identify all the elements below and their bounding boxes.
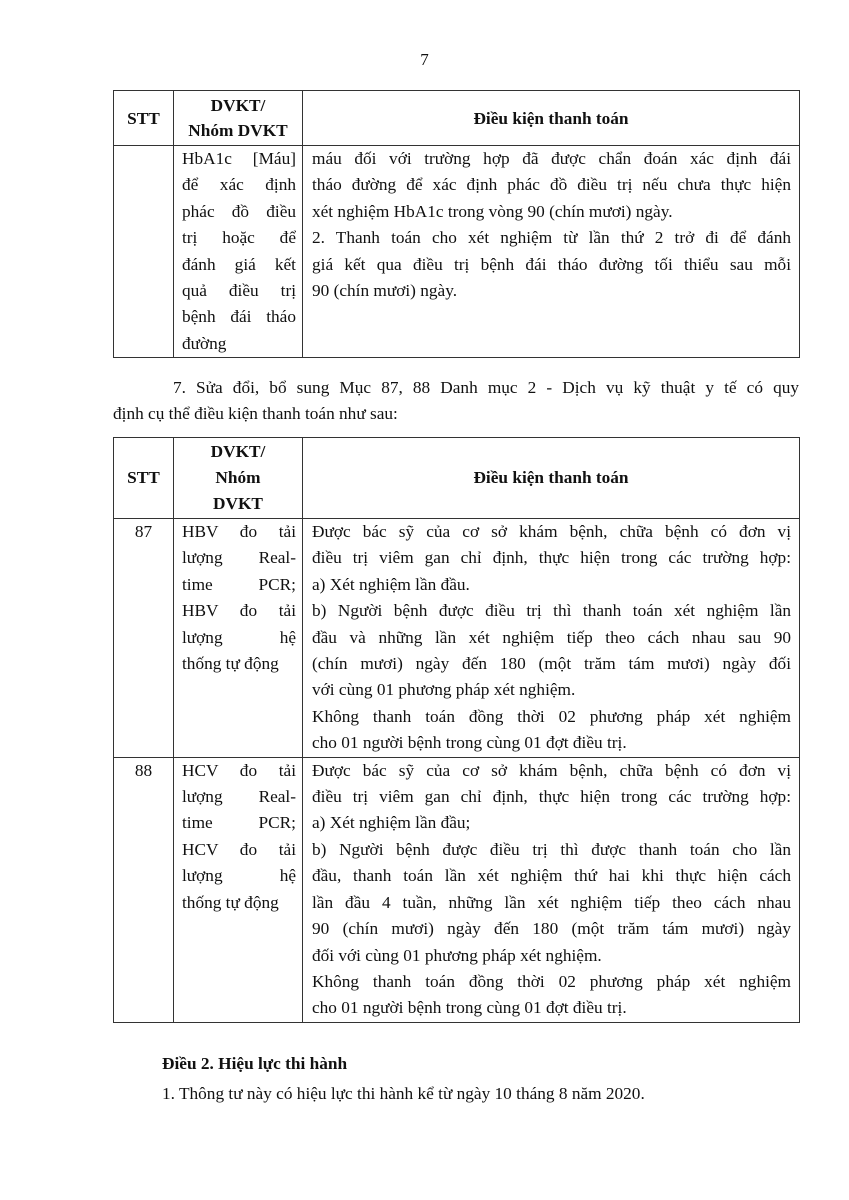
condition-line: b) Người bệnh được điều trị thì được thanh toán cho lần [312,839,791,859]
condition-line: đầu, thanh toán lần xét nghiệm thứ hai khi thực hiện cách [312,866,791,886]
service-line: trị hoặc để [182,228,296,248]
table-row [114,757,800,1022]
section-7-line: 7. Sửa đổi, bổ sung Mục 87, 88 Danh mục 2 - Dịch vụ kỹ thuật y tế có quy [173,378,799,397]
condition-line: đối với cùng 01 phương pháp xét nghiệm. [312,945,602,965]
condition-line: tháo đường để xác định phác đồ điều trị nếu chưa thực hiện [312,175,791,195]
condition-line: a) Xét nghiệm lần đầu. [312,574,470,594]
header-stt: STT [114,438,174,519]
header-condition: Điều kiện thanh toán [303,91,800,146]
row-condition [303,519,800,758]
condition-line: giá kết qua điều trị bệnh đái tháo đường tối thiểu sau mỗi [312,254,791,274]
service-line: để xác định [182,175,296,195]
condition-line: Được bác sỹ của cơ sở khám bệnh, chữa bệnh có đơn vị [312,760,791,780]
header-dvkt-line: Nhóm DVKT [188,121,288,140]
condition-line: cho 01 người bệnh trong cùng 01 đợt điều trị. [312,998,627,1018]
header-dvkt-line: Nhóm [215,468,261,487]
service-line: bệnh đái tháo [182,307,296,327]
condition-line: điều trị viêm gan chỉ định, thực hiện trong các trường hợp: [312,548,791,568]
condition-line: đầu và những lần xét nghiệm tiếp theo cách nhau sau 90 [312,627,791,647]
header-dvkt-line: DVKT/ [210,96,266,115]
service-line: lượng hệ [182,866,296,886]
table-header-row [114,91,800,146]
service-line: HCV đo tải [182,839,296,859]
row-stt: 88 [114,757,174,1022]
header-dvkt-line: DVKT/ [210,442,266,461]
condition-line: b) Người bệnh được điều trị thì thanh toán xét nghiệm lần [312,601,791,621]
row-condition [303,146,800,358]
service-line: lượng hệ [182,627,296,647]
table-row [114,519,800,758]
table-header-row [114,438,800,519]
condition-line: điều trị viêm gan chỉ định, thực hiện trong các trường hợp: [312,787,791,807]
section-7-line: định cụ thể điều kiện thanh toán như sau: [113,404,398,424]
service-line: lượng Real- [182,548,296,568]
service-line: lượng Real- [182,787,296,807]
row-stt [114,146,174,358]
condition-line: với cùng 01 phương pháp xét nghiệm. [312,680,576,700]
row-service [174,757,303,1022]
condition-line: Được bác sỹ của cơ sở khám bệnh, chữa bệnh có đơn vị [312,522,791,541]
condition-line: a) Xét nghiệm lần đầu; [312,813,471,833]
row-service [174,519,303,758]
condition-line: lần đầu 4 tuần, những lần xét nghiệm tiếp theo cách nhau [312,892,791,912]
service-line: HBV đo tải [182,522,296,541]
condition-line: Không thanh toán đồng thời 02 phương pháp xét nghiệm [312,706,791,726]
service-line: HbA1c [Máu] [182,149,296,168]
row-condition [303,757,800,1022]
condition-line: 2. Thanh toán cho xét nghiệm từ lần thứ 2 trở đi để đánh [312,228,791,248]
service-line: HBV đo tải [182,601,296,621]
condition-line: xét nghiệm HbA1c trong vòng 90 (chín mươi) ngày. [312,201,673,221]
service-line: time PCR; [182,813,296,833]
row-stt: 87 [114,519,174,758]
condition-line: cho 01 người bệnh trong cùng 01 đợt điều trị. [312,733,627,753]
service-line: thống tự động [182,654,279,674]
article-2-item-1: 1. Thông tư này có hiệu lực thi hành kể từ ngày 10 tháng 8 năm 2020. [162,1084,645,1103]
service-line: time PCR; [182,574,296,594]
service-line: đường [182,333,227,353]
condition-line: 90 (chín mươi) ngày. [312,281,458,301]
service-line: phác đồ điều [182,201,296,221]
service-line: đánh giá kết [182,254,296,274]
condition-line: (chín mươi) ngày đến 180 (một trăm tám mươi) ngày đối [312,654,791,674]
condition-line: 90 (chín mươi) ngày đến 180 (một trăm tám mươi) ngày [312,919,791,939]
header-stt: STT [114,91,174,146]
header-condition: Điều kiện thanh toán [303,438,800,519]
table-row [114,146,800,358]
row-service [174,146,303,358]
section-7-paragraph [113,375,799,428]
header-dvkt [174,438,303,519]
article-2-heading: Điều 2. Hiệu lực thi hành [162,1054,348,1073]
payment-conditions-table-continued [113,90,800,358]
condition-line: máu đối với trường hợp đã được chẩn đoán xác định đái [312,149,791,168]
page-number: 7 [420,50,429,69]
payment-conditions-table [113,437,800,1023]
header-dvkt [174,91,303,146]
service-line: quả điều trị [182,281,296,301]
header-dvkt-line: DVKT [213,494,263,513]
condition-line: Không thanh toán đồng thời 02 phương pháp xét nghiệm [312,971,791,991]
service-line: HCV đo tải [182,760,296,780]
service-line: thống tự động [182,892,279,912]
